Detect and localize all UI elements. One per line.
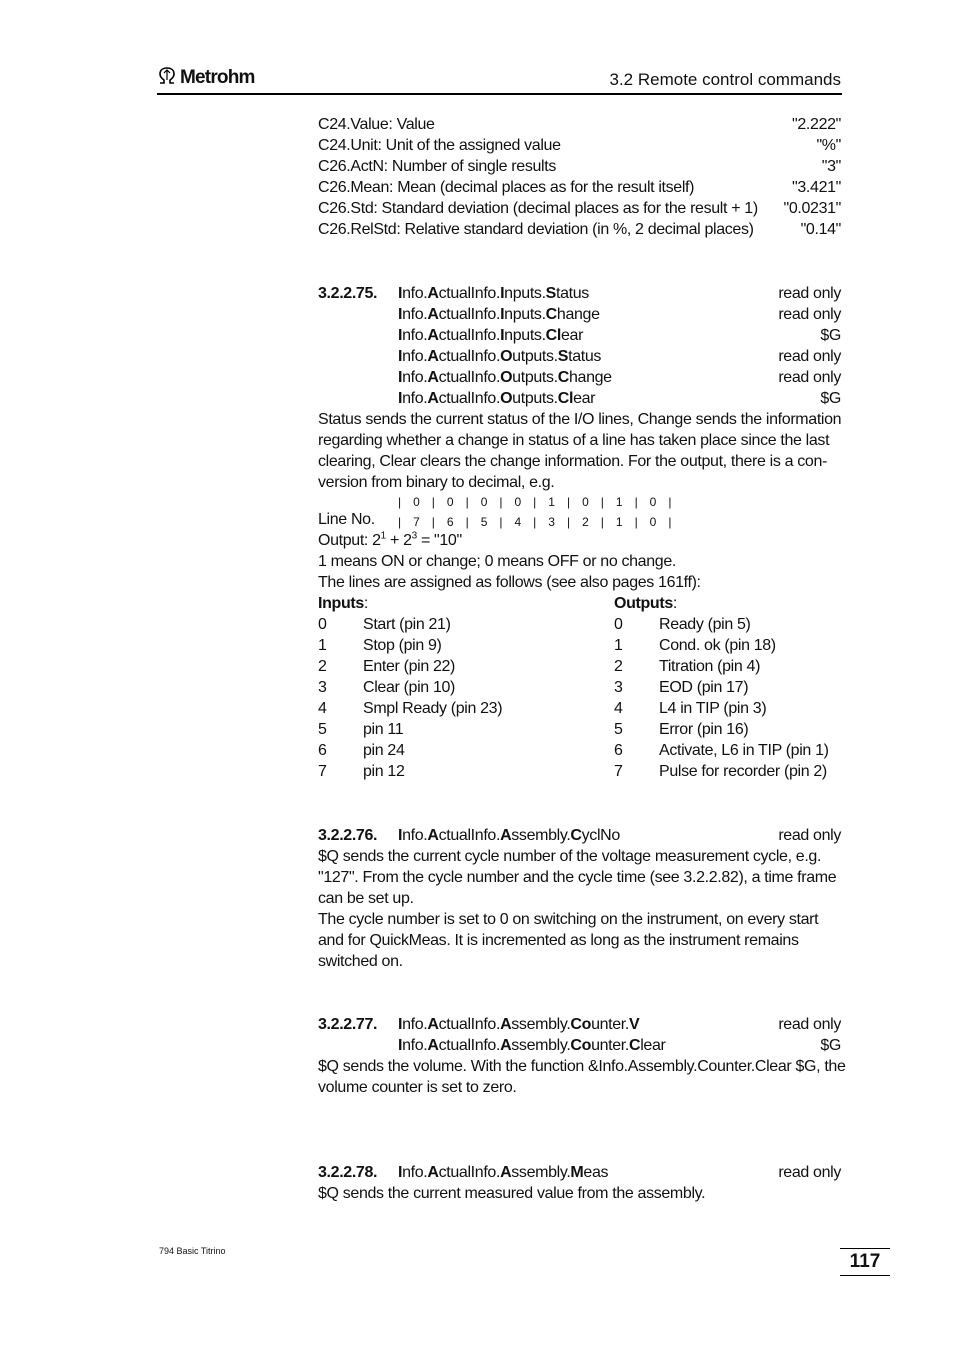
input-line-label: pin 12	[363, 763, 405, 780]
command-name: Info.ActualInfo.Outputs.Change	[398, 369, 612, 386]
access-mode: read only	[778, 369, 841, 386]
output-line-label: L4 in TIP (pin 3)	[659, 700, 767, 717]
paragraph-line: The cycle number is set to 0 on switching on the instrument, on every start	[318, 911, 819, 928]
output-line-label: Pulse for recorder (pin 2)	[659, 763, 827, 780]
result-label: C24.Unit: Unit of the assigned value	[318, 137, 561, 154]
output-line-label: Activate, L6 in TIP (pin 1)	[659, 742, 829, 759]
access-mode: read only	[778, 1016, 841, 1033]
output-line-number: 3	[614, 679, 623, 696]
paragraph-line: "127". From the cycle number and the cycle time (see 3.2.2.82), a time frame	[318, 869, 837, 886]
input-line-label: Enter (pin 22)	[363, 658, 456, 675]
result-value: "3"	[821, 158, 841, 175]
input-line-number: 4	[318, 700, 327, 717]
inputs-heading: Inputs:	[318, 595, 369, 612]
input-line-label: Start (pin 21)	[363, 616, 451, 633]
input-line-number: 6	[318, 742, 327, 759]
section-number: 3.2.2.78.	[318, 1164, 378, 1181]
input-line-label: Clear (pin 10)	[363, 679, 456, 696]
access-mode: read only	[778, 306, 841, 323]
line-numbers-row: | 7 | 6 | 5 | 4 | 3 | 2 | 1 | 0 |	[398, 515, 672, 529]
line-no-label: Line No.	[318, 511, 375, 528]
access-mode: $G	[820, 390, 841, 407]
output-line-number: 4	[614, 700, 623, 717]
paragraph-line: and for QuickMeas. It is incremented as long as the instrument remains	[318, 932, 799, 949]
command-name: Info.ActualInfo.Inputs.Status	[398, 285, 589, 302]
command-name: Info.ActualInfo.Assembly.Meas	[398, 1164, 609, 1181]
omega-logo-icon	[157, 66, 177, 86]
input-line-label: pin 24	[363, 742, 405, 759]
section-title: 3.2 Remote control commands	[609, 70, 841, 89]
input-line-number: 7	[318, 763, 327, 780]
command-name: Info.ActualInfo.Inputs.Clear	[398, 327, 584, 344]
result-value: "3.421"	[792, 179, 841, 196]
document-title: 794 Basic Titrino	[159, 1246, 226, 1256]
output-line-label: Ready (pin 5)	[659, 616, 751, 633]
access-mode: read only	[778, 348, 841, 365]
paragraph-line: $Q sends the volume. With the function &Info.Assembly.Counter.Clear $G, the	[318, 1058, 846, 1075]
paragraph-line: clearing, Clear clears the change information. For the output, there is a con-	[318, 453, 827, 470]
bit-values-row: | 0 | 0 | 0 | 0 | 1 | 0 | 1 | 0 |	[398, 495, 672, 509]
result-label: C26.Mean: Mean (decimal places as for the result itself)	[318, 179, 695, 196]
page-number-rule-top	[840, 1248, 890, 1249]
access-mode: read only	[778, 827, 841, 844]
paragraph-line: $Q sends the current measured value from the assembly.	[318, 1185, 706, 1202]
result-value: "0.0231"	[783, 200, 841, 217]
output-line-number: 6	[614, 742, 623, 759]
page-number-rule-bottom	[840, 1275, 890, 1276]
result-label: C24.Value: Value	[318, 116, 435, 133]
paragraph-line: regarding whether a change in status of a line has taken place since the last	[318, 432, 830, 449]
page-number: 117	[849, 1251, 881, 1272]
output-line-number: 7	[614, 763, 623, 780]
paragraph-line: volume counter is set to zero.	[318, 1079, 517, 1096]
command-name: Info.ActualInfo.Assembly.Counter.Clear	[398, 1037, 666, 1054]
output-line-number: 2	[614, 658, 623, 675]
input-line-number: 1	[318, 637, 327, 654]
output-line-label: Titration (pin 4)	[659, 658, 761, 675]
paragraph-line: Status sends the current status of the I/O lines, Change sends the information	[318, 411, 842, 428]
access-mode: read only	[778, 1164, 841, 1181]
metrohm-logo	[157, 66, 255, 89]
command-name: Info.ActualInfo.Assembly.CyclNo	[398, 827, 620, 844]
result-value: "0.14"	[800, 221, 841, 238]
command-name: Info.ActualInfo.Outputs.Status	[398, 348, 602, 365]
input-line-number: 0	[318, 616, 327, 633]
outputs-heading: Outputs:	[614, 595, 677, 612]
access-mode: $G	[820, 327, 841, 344]
input-line-label: pin 11	[363, 721, 404, 738]
input-line-label: Stop (pin 9)	[363, 637, 442, 654]
input-line-label: Smpl Ready (pin 23)	[363, 700, 503, 717]
input-line-number: 2	[318, 658, 327, 675]
command-name: Info.ActualInfo.Outputs.Clear	[398, 390, 596, 407]
paragraph-line: $Q sends the current cycle number of the voltage measurement cycle, e.g.	[318, 848, 822, 865]
result-label: C26.RelStd: Relative standard deviation (in %, 2 decimal places)	[318, 221, 754, 238]
paragraph-line: version from binary to decimal, e.g.	[318, 474, 555, 491]
result-value: "%"	[816, 137, 841, 154]
output-line-label: Error (pin 16)	[659, 721, 749, 738]
input-line-number: 5	[318, 721, 327, 738]
result-value: "2.222"	[792, 116, 841, 133]
command-name: Info.ActualInfo.Assembly.Counter.V	[398, 1016, 640, 1033]
result-label: C26.ActN: Number of single results	[318, 158, 556, 175]
access-mode: read only	[778, 285, 841, 302]
paragraph-line: The lines are assigned as follows (see also pages 161ff):	[318, 574, 701, 591]
access-mode: $G	[820, 1037, 841, 1054]
header-rule	[157, 93, 842, 95]
section-number: 3.2.2.77.	[318, 1016, 378, 1033]
output-line-label: EOD (pin 17)	[659, 679, 749, 696]
output-line-label: Cond. ok (pin 18)	[659, 637, 776, 654]
section-number: 3.2.2.76.	[318, 827, 378, 844]
result-label: C26.Std: Standard deviation (decimal places as for the result + 1)	[318, 200, 758, 217]
paragraph-line: 1 means ON or change; 0 means OFF or no change.	[318, 553, 676, 570]
output-line-number: 1	[614, 637, 623, 654]
input-line-number: 3	[318, 679, 327, 696]
logo-text: Metrohm	[180, 67, 255, 88]
output-line-number: 5	[614, 721, 623, 738]
paragraph-line: switched on.	[318, 953, 403, 970]
section-number: 3.2.2.75.	[318, 285, 378, 302]
output-example: Output: $2^1 + 2^3$ = "10"	[318, 530, 462, 549]
command-name: Info.ActualInfo.Inputs.Change	[398, 306, 600, 323]
output-line-number: 0	[614, 616, 623, 633]
paragraph-line: can be set up.	[318, 890, 414, 907]
